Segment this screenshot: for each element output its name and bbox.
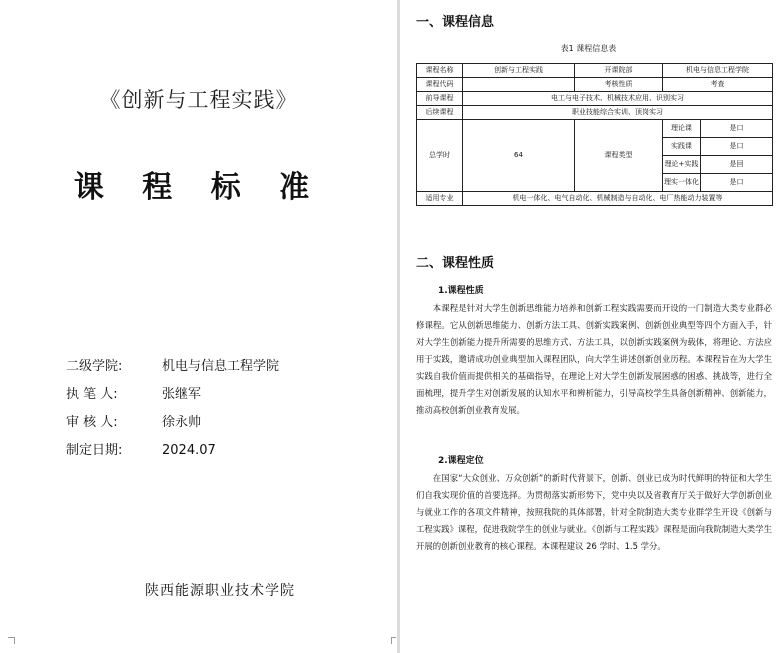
cover-subtitle: 课 程 标 准 (73, 170, 324, 205)
table-cell: 职业技能综合实训、顶岗实习 (463, 106, 773, 120)
table-cell: 64 (463, 120, 575, 192)
table-cell: 适用专业 (417, 192, 463, 206)
table-row (417, 106, 773, 120)
page-corner-mark (8, 637, 15, 644)
table-cell: 是回 (701, 156, 773, 174)
table-cell: 总学时 (417, 120, 463, 192)
table-caption: 表1 课程信息表 (560, 44, 617, 53)
table-cell: 前导课程 (417, 92, 463, 106)
subsection-title: 2.课程定位 (438, 456, 484, 466)
table-row (417, 192, 773, 206)
info-row-date (66, 441, 216, 461)
info-value: 徐永帅 (162, 415, 202, 430)
table-cell: 课程名称 (417, 64, 463, 78)
table-cell: 理论+实践 (663, 156, 701, 174)
table-cell: 考核性质 (575, 78, 663, 92)
info-value: 张继军 (162, 387, 202, 402)
table-cell: 课程类型 (575, 120, 663, 192)
table-cell: 理实一体化 (663, 174, 701, 192)
body-paragraph: 在国家“大众创业、万众创新”的新时代背景下，创新、创业已成为时代鲜明的特征和大学生们自我实现价值的首要选择。为贯彻落实新形势下，党中央以及省教育厅关于做好大学创新创业与就业工作的各项文件精神，按照我院的具体部署，针对全院制造大类专业群学生开设《创新与工程实践》课程，促进我院学生的创业与就业。《创新与工程实践》课程是面向我院制造大类学生开展的创新创业教育的核心课程。本课程建议 26 学时、1.5 学分。 (416, 473, 772, 551)
info-row-author (66, 385, 201, 405)
info-row-reviewer (66, 413, 201, 433)
info-value: 2024.07 (162, 443, 216, 458)
info-label: 审 核 人: (66, 415, 118, 430)
table-row (417, 78, 773, 92)
table-cell: 开课院部 (575, 64, 663, 78)
info-label: 二级学院: (66, 359, 123, 374)
info-label: 执 笔 人: (66, 387, 118, 402)
table-cell: 考查 (663, 78, 773, 92)
table-cell: 后续课程 (417, 106, 463, 120)
table-cell: 创新与工程实践 (463, 64, 575, 78)
table-cell: 实践课 (663, 138, 701, 156)
table-row (417, 92, 773, 106)
table-cell: 电工与电子技术、机械技术应用、识别实习 (463, 92, 773, 106)
table-row (417, 64, 773, 78)
table-cell: 课程代码 (417, 78, 463, 92)
cover-organization: 陕西能源职业技术学院 (145, 583, 295, 599)
table-cell: 是口 (701, 174, 773, 192)
body-paragraph: 本课程是针对大学生创新思维能力培养和创新工程实践需要而开设的一门制造大类专业群必修课程。它从创新思维能力、创新方法工具、创新实践案例、创新创业典型等四个方面入手，针对大学生创新能力提升所需要的思维方式、方法工具，以创新实践案例为载体，将理论、方法应用于实践，邀请成功创业典型加入课程团队，向大学生讲述创新创业历程。本课程旨在为大学生实践自我价值而提供相关的基础指导，在理论上对大学生创新发展困惑的困惑、挑战等，进行全面梳理，提升学生对创新发展的认知水平和辨析能力，引导高校学生具备创新精神、创新能力，推动高校创新创业教育发展。 (416, 303, 772, 415)
section-heading-course-nature: 二、课程性质 (416, 256, 495, 271)
info-row-college (66, 357, 279, 377)
table-row (417, 120, 773, 138)
page-corner-mark (391, 637, 396, 644)
info-value: 机电与信息工程学院 (162, 359, 280, 374)
table-cell (463, 78, 575, 92)
subsection-title: 1.课程性质 (438, 286, 484, 296)
course-info-table (416, 63, 773, 206)
info-label: 制定日期: (66, 443, 123, 458)
table-cell: 是口 (701, 138, 773, 156)
table-cell: 是口 (701, 120, 773, 138)
section-heading-course-info: 一、课程信息 (416, 15, 495, 30)
content-page (400, 0, 777, 653)
table-cell: 机电一体化、电气自动化、机械制造与自动化、电厂热能动力装置等 (463, 192, 773, 206)
table-cell: 理论课 (663, 120, 701, 138)
table-cell: 机电与信息工程学院 (663, 64, 773, 78)
cover-title: 《创新与工程实践》 (99, 88, 298, 112)
